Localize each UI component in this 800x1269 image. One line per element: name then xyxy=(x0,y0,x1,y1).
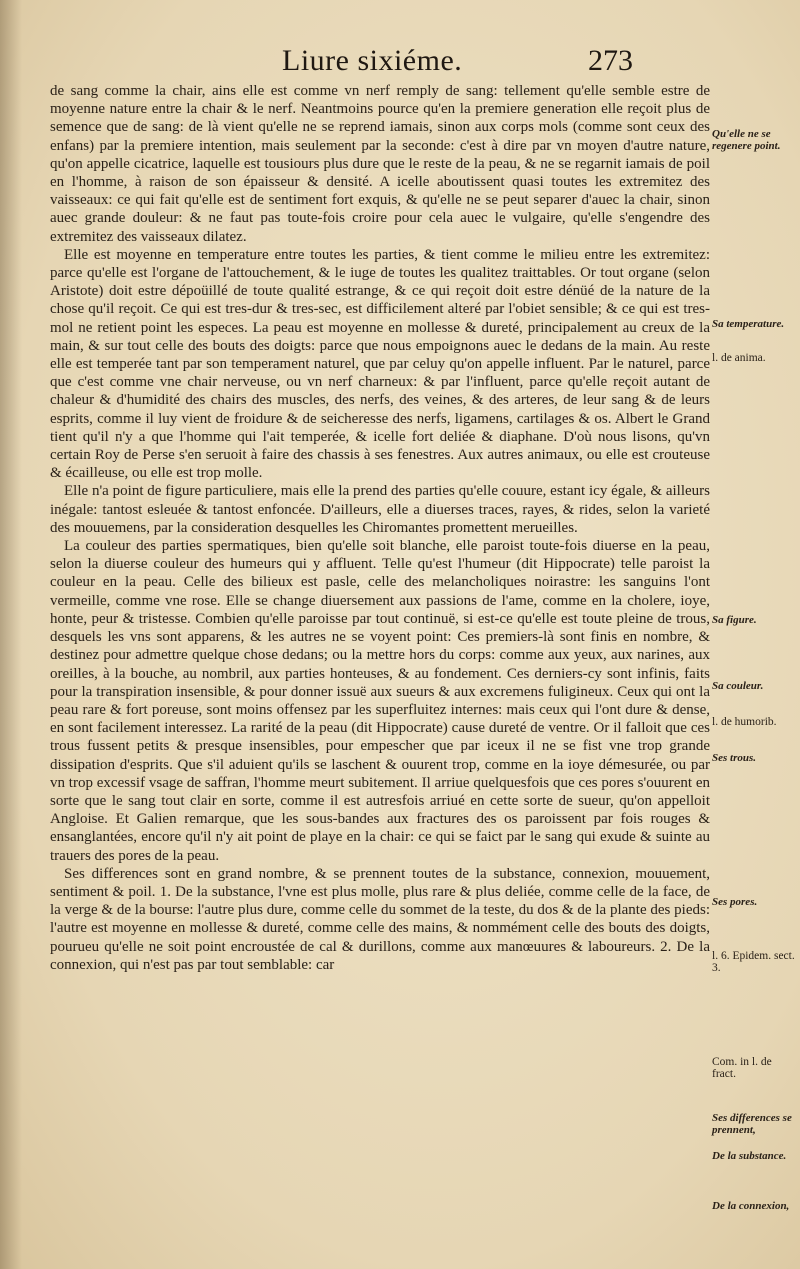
margin-note: De la substance. xyxy=(712,1150,787,1162)
page-number: 273 xyxy=(588,44,633,77)
paragraph: Elle n'a point de figure particuliere, mais elle la prend des parties qu'elle couure, estant icy égale, & ailleurs inégale: tantost esleuée & tantost enfoncée. D'ailleurs, elle a diuerses traces, rayes, & rides, selon la varieté des mouuemens, par la consideration desquelles les Chiromantes promettent merueilles. xyxy=(50,483,710,536)
margin-note: Ses pores. xyxy=(712,896,758,908)
margin-note: Sa figure. xyxy=(712,614,757,626)
margin-note: De la connexion, xyxy=(712,1200,790,1212)
paragraph: Ses differences sont en grand nombre, & se prennent toutes de la substance, connexion, mouuement, sentiment & poil. 1. De la substance, l'vne est plus molle, plus rare & plus deliée, comme celle de la face, de la verge & de la bourse: l'autre plus dure, comme celle du sommet de la teste, du dos & de la plante des pieds: l'autre est moyenne en mollesse & dureté, comme celle des mains, & nommément celle des bouts des doigts, pourueu qu'elle ne soit point encroustée de cal & durillons, comme aux manœuures & laboureurs. 2. De la connexion, qui n'est pas par tout semblable: car xyxy=(50,865,710,973)
margin-note: Ses trous. xyxy=(712,752,757,764)
margin-note: Qu'elle ne se regenere point. xyxy=(712,128,781,152)
paragraph: Elle est moyenne en temperature entre toutes les parties, & tient comme le milieu entre les extremitez: parce qu'elle est l'organe de l'attouchement, & le iuge de toutes les qualitez traittables. Or tout organe (selon Aristote) doit estre dépoüillé de toute qualité estrange, & ce qui reçoit doit estre dénüé de la nature de la chose qu'il reçoit. Ce qui est tres-dur & tres-sec, est difficilement alteré par l'obiet sensible; & ce qui est tres-mol ne retient point les especes. La peau est moyenne en mollesse & dureté, principalement au creux de la main, & sur tout celle des bouts des doigts: parce que nous empoignons auec le dedans de la main. Au reste elle est temperée tant par son temperament naturel, que par celuy qu'on appelle influent. Par le naturel, parce que c'est comme vne chair nerveuse, ou vn nerf charneux: & par l'influent, parce qu'elle reçoit autant de chaleur & d'humidité des chairs des muscles, des nerfs, des veines, & des arteres, de leur sang & de leurs esprits, comme il luy vient de froidure & de seicheresse des nerfs, ligamens, cartilages & os. Albert le Grand tient qu'il n'y a que l'homme qui l'ait temperée, & icelle fort deliée & diaphane. D'où nous lisons, qu'vn certain Roy de Perse s'en seruoit à faire des chassis à ses fenestres. Aux autres animaux, ou elle est crouteuse & écailleuse, ou elle est trop molle. xyxy=(50,246,710,482)
main-text xyxy=(50,82,710,974)
margin-note: l. 6. Epidem. sect. 3. xyxy=(712,950,795,974)
paragraph: de sang comme la chair, ains elle est comme vn nerf remply de sang: tellement qu'elle semble estre de moyenne nature entre la chair & le nerf. Neantmoins pource qu'en la premiere generation elle reçoit plus de semence que de sang: de là vient qu'elle ne se reprend iamais, sinon aux corps mols (comme sont ceux des enfans) par la premiere intention, mais seulement par la seconde: c'est à dire par vn moyen d'autre nature, qu'on appelle cicatrice, laquelle est tousiours plus dure que le reste de la peau, & ne se regarnit iamais de poil en l'homme, à raison de son épaisseur & densité. A icelle aboutissent quasi toutes les extremitez des vaisseaux: ce qui fait qu'elle est de sentiment fort exquis, & qu'elle ne se peut separer d'auec la chair, sinon auec grande douleur: & ne faut pas toute-fois croire pour cela auec le vulgaire, qu'elle s'engendre des extremitez des vaisseaux dilatez. xyxy=(50,83,710,245)
margin-note: Sa temperature. xyxy=(712,318,785,330)
margin-note: l. de humorib. xyxy=(712,716,777,728)
paragraph: La couleur des parties spermatiques, bien qu'elle soit blanche, elle paroist toute-fois diuerse en la peau, selon la diuerse couleur des humeurs qui y affluent. Telle qu'est l'humeur (dit Hippocrate) telle paroist la couleur en la peau. Celle des bilieux est pasle, celle des melancholiques noirastre: les sanguins l'ont vermeille, comme vne rose. Elle se change diuersement aux passions de l'ame, comme en la cholere, ioye, honte, peur & tristesse. Combien qu'elle paroisse par tout continuë, si est-ce qu'elle est toute pleine de trous, desquels les vns sont apparens, & les autres ne se voyent point: Ces premiers-là sont finis en nombre, & destinez pour admettre quelque chose dedans; ou la mettre hors du corps: comme aux yeux, aux narines, aux oreilles, à la bouche, au nombril, aux parties honteuses, & au fondement. Ces derniers-cy sont infinis, faits pour la transpiration insensible, & pour donner issuë aux sueurs & aux excremens fuligineux. Ceux qui ont la peau rare & fort poreuse, sont moins offensez par les superfluitez internes: mais ceux qui l'ont dure & dense, en sont facilement interessez. La rarité de la peau (dit Hippocrate) cause dureté de ventre. Or il falloit que ces trous fussent petits & presque insensibles, pour empescher que par iceux il ne se fist vne trop grande dissipation d'esprits. Que s'il aduient qu'ils se laschent & ouurent trop, comme en la ioye démesurée, ou par vn trop excessif vsage de saffran, l'homme meurt subitement. Il arriue quelquesfois que ces pores s'ouurent en sorte que le sang tout clair en sorte, comme il est autresfois arriué en cette sorte de sueur, qu'on appelloit Angloise. Et Galien remarque, que les sous-bandes aux fractures des os paroissent par fois rouges & ensanglantées, encore qu'il n'y ait point de playe en la chair: ce qui se faict par le sang qui exude & suinte au trauers des pores de la peau. xyxy=(50,538,710,864)
margin-note: Com. in l. de fract. xyxy=(712,1056,772,1080)
binding-shadow xyxy=(0,0,22,1269)
margin-note: Sa couleur. xyxy=(712,680,764,692)
margin-note: Ses differences se prennent, xyxy=(712,1112,792,1136)
margin-notes xyxy=(712,0,800,1269)
margin-note: l. de anima. xyxy=(712,352,766,364)
running-head: Liure sixiéme. xyxy=(282,44,463,77)
